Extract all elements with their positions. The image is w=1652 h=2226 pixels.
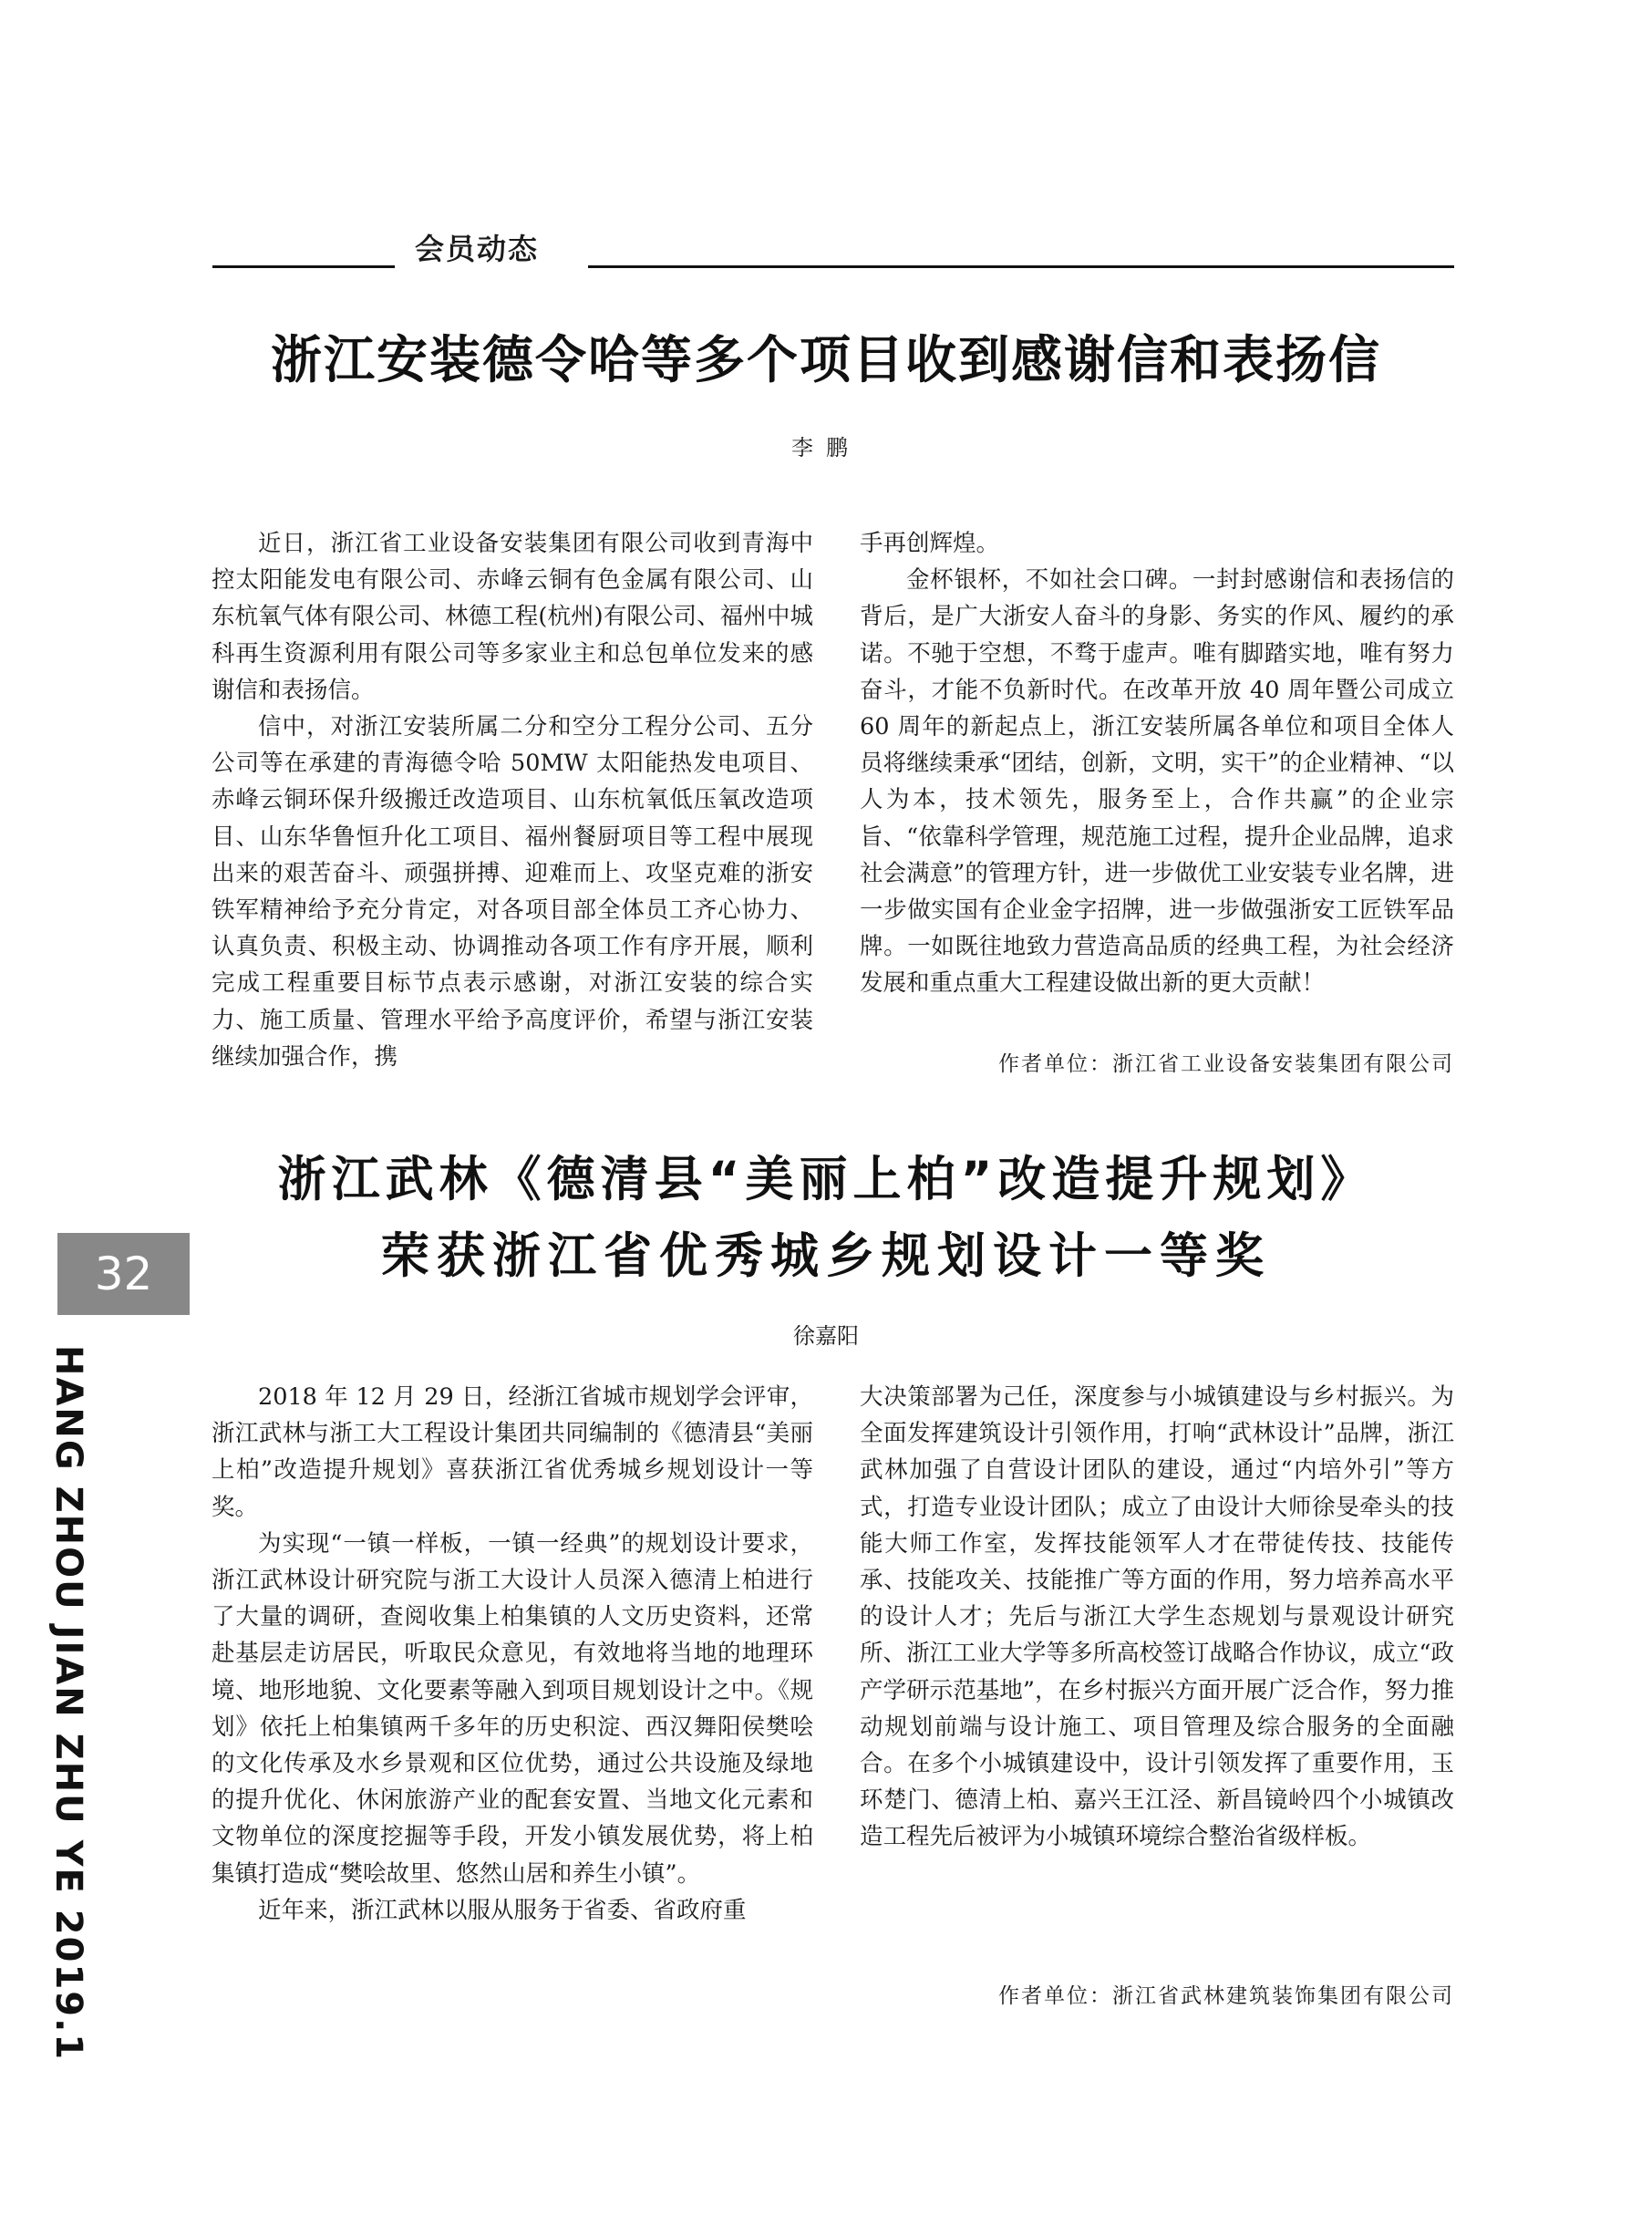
section-label: 会员动态: [415, 232, 540, 266]
article2-paragraph: 为实现“一镇一样板，一镇一经典”的规划设计要求，浙江武林设计研究院与浙工大设计人员深入德清上柏进行了大量的调研，查阅收集上柏集镇的人文历史资料，还常赴基层走访居民，听取民众意见，有效地将当地的地理环境、地形地貌、文化要素等融入到项目规划设计之中。《规划》依托上柏集镇两千多年的历史积淀、西汉舞阳侯樊哙的文化传承及水乡景观和区位优势，通过公共设施及绿地的提升优化、休闲旅游产业的配套安置、当地文化元素和文物单位的深度挖掘等手段，开发小镇发展优势，将上柏集镇打造成“樊哙故里、悠然山居和养生小镇”。: [212, 1529, 813, 1888]
article1-paragraph: 信中，对浙江安装所属二分和空分工程分公司、五分公司等在承建的青海德令哈 50MW 太阳能热发电项目、赤峰云铜环保升级搬迁改造项目、山东杭氧低压氧改造项目、山东华鲁恒升化工项目、福州餐厨项目等工程中展现出来的艰苦奋斗、顽强拼搏、迎难而上、攻坚克难的浙安铁军精神给予充分肯定，对各项目部全体员工齐心协力、认真负责、积极主动、协调推动各项工作有序开展，顺利完成工程重要目标节点表示感谢，对浙江安装的综合实力、施工质量、管理水平给予高度评价，希望与浙江安装继续加强合作，携: [212, 713, 813, 1071]
page-number: 32: [57, 1233, 190, 1315]
article2-paragraph: 近年来，浙江武林以服从服务于省委、省政府重: [258, 1896, 747, 1924]
article1-right-column: [860, 525, 1454, 1002]
article2-left-column: [212, 1379, 813, 1929]
article2-author: 徐嘉阳: [793, 1323, 859, 1349]
article1-left-column: [212, 525, 813, 1075]
article2-affiliation: 作者单位：浙江省武林建筑装饰集团有限公司: [998, 1984, 1454, 2008]
article2-title-line1: 浙江武林《德清县“美丽上柏”改造提升规划》: [277, 1152, 1375, 1207]
header-rule-left: [212, 265, 395, 268]
article1-paragraph-continuation: 手再创辉煌。: [860, 530, 1000, 557]
article1-title: 浙江安装德令哈等多个项目收到感谢信和表扬信: [271, 331, 1381, 390]
article2-right-column: [860, 1379, 1454, 1856]
article2-paragraph-continuation: 大决策部署为己任，深度参与小城镇建设与乡村振兴。为全面发挥建筑设计引领作用，打响“武林设计”品牌，浙江武林加强了自营设计团队的建设，通过“内培外引”等方式，打造专业设计团队；成立了由设计大师徐旻牵头的技能大师工作室，发挥技能领军人才在带徒传技、技能传承、技能攻关、技能推广等方面的作用，努力培养高水平的设计人才；先后与浙江大学生态规划与景观设计研究所、浙江工业大学等多所高校签订战略合作协议，成立“政产学研示范基地”，在乡村振兴方面开展广泛合作，努力推动规划前端与设计施工、项目管理及综合服务的全面融合。在多个小城镇建设中，设计引领发挥了重要作用，玉环楚门、德清上柏、嘉兴王江泾、新昌镜岭四个小城镇改造工程先后被评为小城镇环境综合整治省级样板。: [860, 1383, 1454, 1851]
article1-author: 李鹏: [791, 435, 861, 461]
article2-title-line2: 荣获浙江省优秀城乡规划设计一等奖: [381, 1228, 1271, 1284]
article2-paragraph: 2018 年 12 月 29 日，经浙江省城市规划学会评审，浙江武林与浙工大工程设计集团共同编制的《德清县“美丽上柏”改造提升规划》喜获浙江省优秀城乡规划设计一等奖。: [212, 1383, 813, 1521]
article1-affiliation: 作者单位：浙江省工业设备安装集团有限公司: [998, 1052, 1454, 1076]
journal-issue-label: HANG ZHOU JIAN ZHU YE 2019.1: [47, 1345, 89, 2062]
header-rule-right: [588, 265, 1454, 268]
article1-paragraph: 近日，浙江省工业设备安装集团有限公司收到青海中控太阳能发电有限公司、赤峰云铜有色金属有限公司、山东杭氧气体有限公司、林德工程(杭州)有限公司、福州中城科再生资源利用有限公司等多家业主和总包单位发来的感谢信和表扬信。: [212, 530, 813, 704]
article1-paragraph: 金杯银杯，不如社会口碑。一封封感谢信和表扬信的背后，是广大浙安人奋斗的身影、务实的作风、履约的承诺。不驰于空想，不骛于虚声。唯有脚踏实地，唯有努力奋斗，才能不负新时代。在改革开放 40 周年暨公司成立 60 周年的新起点上，浙江安装所属各单位和项目全体人员将继续秉承“团结，创新，文明，实干”的企业精神、“以人为本，技术领先，服务至上，合作共赢”的企业宗旨、“依靠科学管理，规范施工过程，提升企业品牌，追求社会满意”的管理方针，进一步做优工业安装专业名牌，进一步做实国有企业金字招牌，进一步做强浙安工匠铁军品牌。一如既往地致力营造高品质的经典工程，为社会经济发展和重点重大工程建设做出新的更大贡献！: [860, 566, 1454, 998]
